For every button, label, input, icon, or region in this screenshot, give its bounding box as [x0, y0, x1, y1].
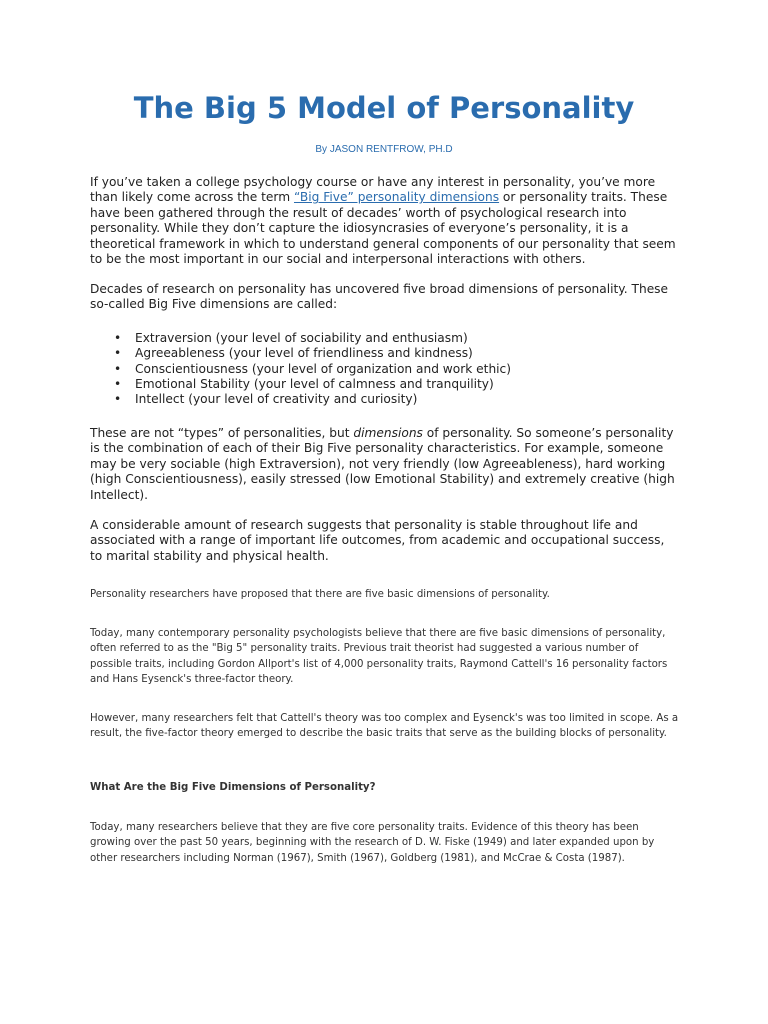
- list-item: [90, 377, 680, 392]
- bullet-icon: •: [114, 361, 122, 376]
- intro-p3-text-end: of personality. So someone’s personality is the combination of each of their Big Five personality characteristics. For example, someone may be very sociable (high Extraversion), not very friendly (low Agreeableness), hard working (high Conscientiousness), easily stressed (low Emotional Stability) and extremely creative (high Intellect).: [90, 426, 675, 502]
- list-item: [90, 392, 680, 407]
- bullet-icon: •: [114, 392, 122, 407]
- body-paragraph-2: Today, many contemporary personality psychologists believe that there are five basic dimensions of personality, often referred to as the "Big 5" personality traits. Previous trait theorist had suggested a various number of possible traits, including Gordon Allport's list of 4,000 personality traits, Raymond Cattell's 16 personality factors and Hans Eysenck's three-factor theory.: [90, 628, 668, 685]
- trait-emotional-stability: Emotional Stability (your level of calmness and tranquility): [135, 376, 494, 391]
- intro-p1-text-end: or personality traits. These have been gathered through the result of decades’ worth of psychological research into personality. While they don’t capture the idiosyncrasies of everyone’s personality, it is a theoretical framework in which to understand general components of our personality that seem to be the most important in our social and interpersonal interactions with others.: [90, 190, 676, 267]
- list-item: [90, 362, 680, 377]
- body-paragraph-3: However, many researchers felt that Cattell's theory was too complex and Eysenck's was too limited in scope. As a result, the five-factor theory emerged to describe the basic traits that serve as the building blocks of personality.: [90, 713, 679, 740]
- intro-p3-text-start: These are not “types” of personalities, but: [90, 426, 354, 440]
- big-five-trait-list: [90, 331, 680, 407]
- intro-p1-text-start: If you’ve taken a college psychology course or have any interest in personality, you’ve more than likely come across the term: [90, 175, 656, 205]
- intro-paragraph-2: Decades of research on personality has uncovered five broad dimensions of personality. These so-called Big Five dimensions are called:: [90, 282, 669, 312]
- big-five-link[interactable]: “Big Five” personality dimensions: [293, 190, 500, 205]
- section-heading: What Are the Big Five Dimensions of Personality?: [90, 782, 376, 793]
- trait-intellect: Intellect (your level of creativity and curiosity): [135, 392, 418, 407]
- list-item: [90, 346, 680, 361]
- bullet-icon: •: [114, 346, 122, 361]
- trait-agreeableness: Agreeableness (your level of friendliness and kindness): [135, 346, 473, 361]
- page-title: The Big 5 Model of Personality: [133, 91, 635, 125]
- bullet-icon: •: [114, 376, 122, 391]
- body-paragraph-1: Personality researchers have proposed that there are five basic dimensions of personality.: [90, 589, 550, 600]
- intro-paragraph-3: [90, 426, 680, 503]
- trait-conscientiousness: Conscientiousness (your level of organization and work ethic): [135, 361, 512, 376]
- trait-extraversion: Extraversion (your level of sociability and enthusiasm): [135, 331, 468, 345]
- intro-paragraph-1: [90, 175, 680, 267]
- dimensions-emphasis: dimensions: [353, 426, 423, 440]
- intro-paragraph-4: A considerable amount of research suggests that personality is stable throughout life and associated with a range of important life outcomes, from academic and occupational success, to marital stability and physical health.: [90, 518, 665, 563]
- bullet-icon: •: [114, 331, 122, 345]
- body-paragraph-4: Today, many researchers believe that they are five core personality traits. Evidence of this theory has been growing over the past 50 years, beginning with the research of D. W. Fiske (1949) and later expanded upon by other researchers including Norman (1967), Smith (1967), Goldberg (1981), and McCrae & Costa (1987).: [90, 822, 655, 864]
- list-item: [90, 331, 680, 346]
- author-byline: By JASON RENTFROW, PH.D: [315, 144, 453, 155]
